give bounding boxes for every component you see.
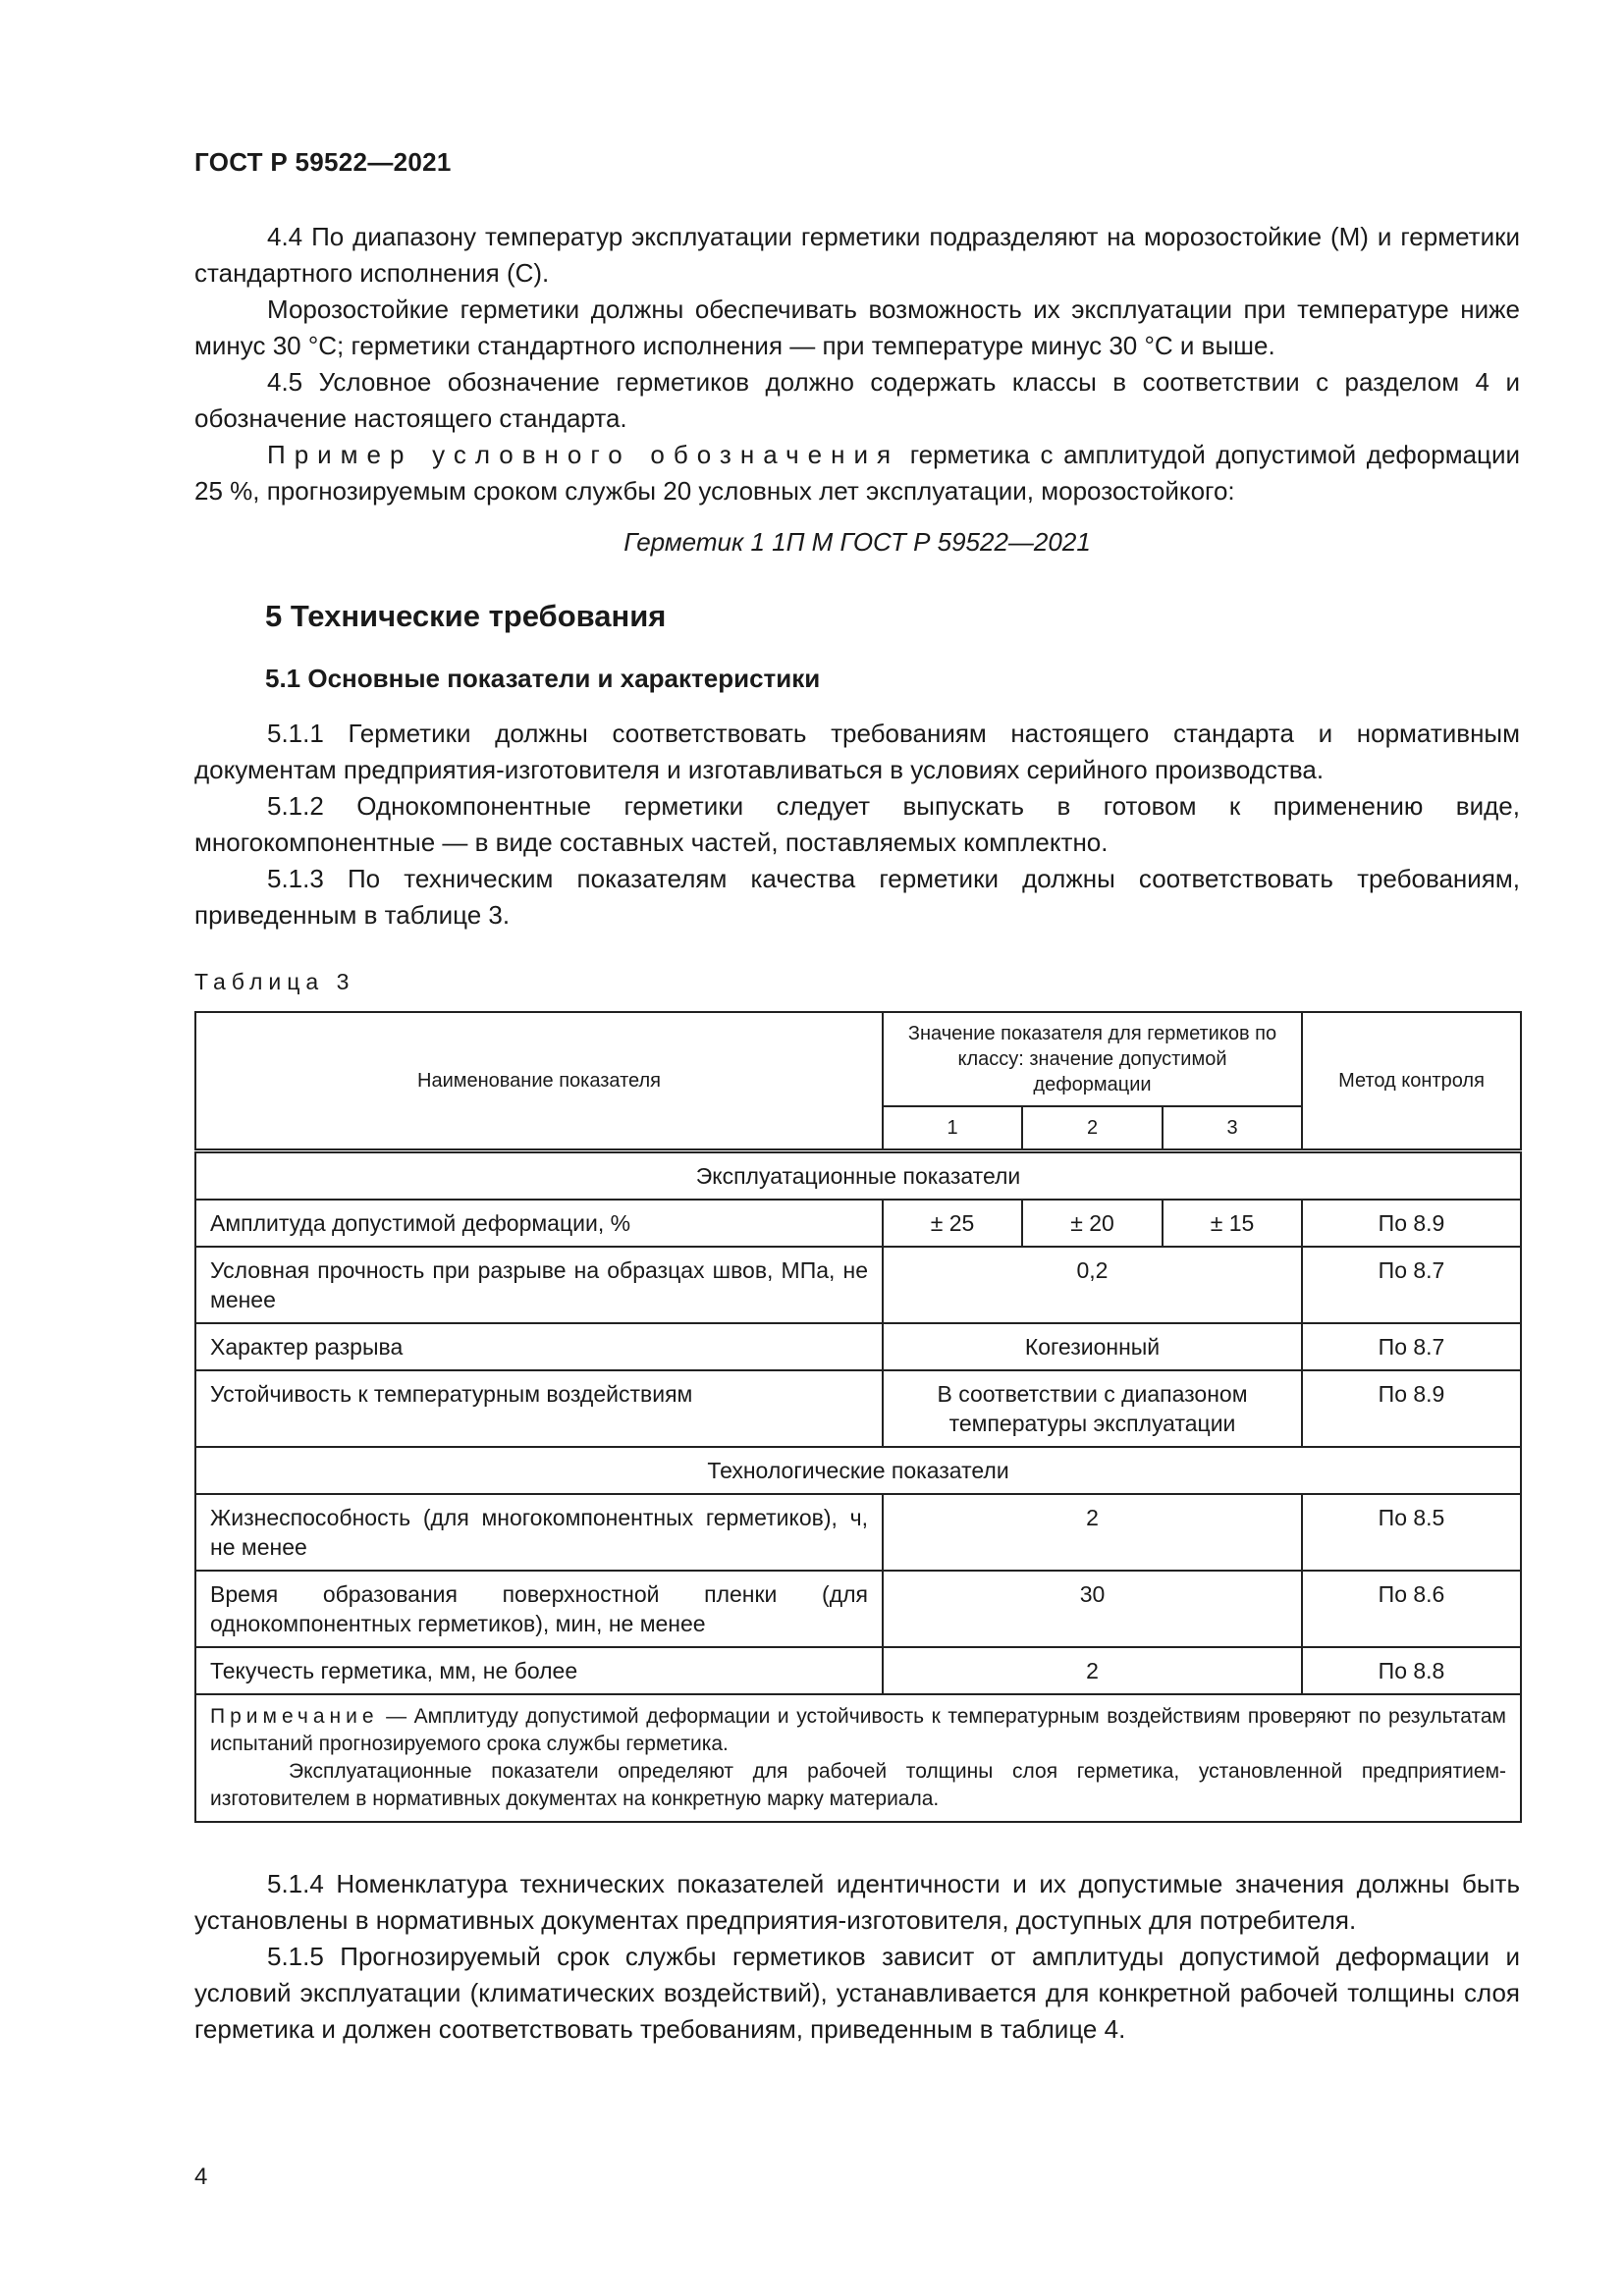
row-value: 30 [883, 1571, 1302, 1647]
document-header: ГОСТ Р 59522—2021 [194, 147, 452, 177]
header-class-3: 3 [1163, 1106, 1302, 1151]
row-method: По 8.8 [1302, 1647, 1521, 1694]
subsection-title: 5.1 Основные показатели и характеристики [265, 664, 821, 693]
paragraph-4-5: 4.5 Условное обозначение герметиков должно содержать классы в соответствии с разделом 4 и обозначение настоящего стандарта. [194, 367, 1520, 433]
row-value: 0,2 [883, 1247, 1302, 1323]
note-text-1: — Амплитуду допустимой деформации и устойчивость к температурным воздействиям проверяют по результатам испытаний прогнозируемого срока службы герметика. [210, 1705, 1506, 1755]
paragraph-4-4: 4.4 По диапазону температур эксплуатации герметики подразделяют на морозостойкие (М) и герметики стандартного исполнения (С). [194, 222, 1520, 288]
page-number: 4 [194, 2163, 208, 2190]
table-row [195, 1370, 1521, 1447]
table-note [195, 1694, 1521, 1822]
row-value-class-1: ± 25 [883, 1200, 1022, 1247]
group-operational: Эксплуатационные показатели [195, 1151, 1521, 1201]
row-method: По 8.7 [1302, 1323, 1521, 1370]
paragraph-5-1-4: 5.1.4 Номенклатура технических показателей идентичности и их допустимые значения должны быть установлены в нормативных документах предприятия-изготовителя, доступных для потребителя. [194, 1869, 1520, 1935]
table-row [195, 1323, 1521, 1370]
row-name: Время образования поверхностной пленки (для однокомпонентных герметиков), мин, не менее [195, 1571, 883, 1647]
document-page [194, 147, 1520, 2048]
requirements-table [194, 1011, 1522, 1823]
header-class-1: 1 [883, 1106, 1022, 1151]
row-value-class-3: ± 15 [1163, 1200, 1302, 1247]
table-row [195, 1647, 1521, 1694]
row-name: Текучесть герметика, мм, не более [195, 1647, 883, 1694]
row-method: По 8.5 [1302, 1494, 1521, 1571]
designation-example: Герметик 1 1П М ГОСТ Р 59522—2021 [623, 527, 1091, 557]
row-name: Условная прочность при разрыве на образцах швов, МПа, не менее [195, 1247, 883, 1323]
paragraph-5-1-5: 5.1.5 Прогнозируемый срок службы герметиков зависит от амплитуды допустимой деформации и условий эксплуатации (климатических воздействий), устанавливается для конкретной рабочей толщины слоя герметика и должен соответствовать требованиям, приведенным в таблице 4. [194, 1942, 1520, 2044]
row-name: Характер разрыва [195, 1323, 883, 1370]
table-row [195, 1571, 1521, 1647]
row-value: 2 [883, 1494, 1302, 1571]
example-text: герметика с амплитудой допустимой деформации 25 %, прогнозируемым сроком службы 20 условных лет эксплуатации, морозостойкого: [194, 440, 1520, 506]
note-label: Примечание [210, 1705, 379, 1728]
row-value-class-2: ± 20 [1022, 1200, 1163, 1247]
row-method: По 8.7 [1302, 1247, 1521, 1323]
row-name: Амплитуда допустимой деформации, % [195, 1200, 883, 1247]
header-class-2: 2 [1022, 1106, 1163, 1151]
example-label: Пример условного обозначения [267, 440, 900, 469]
row-method: По 8.9 [1302, 1370, 1521, 1447]
section-title: 5 Технические требования [265, 599, 667, 633]
paragraph-frost-resistant: Морозостойкие герметики должны обеспечивать возможность их эксплуатации при температуре ниже минус 30 °С; герметики стандартного исполнения — при температуре минус 30 °С и выше. [194, 294, 1520, 360]
header-value: Значение показателя для герметиков по классу: значение допустимой деформации [883, 1012, 1302, 1106]
table-row [195, 1247, 1521, 1323]
table-caption: Таблица 3 [194, 969, 355, 994]
row-value: Когезионный [883, 1323, 1302, 1370]
header-name: Наименование показателя [195, 1012, 883, 1151]
row-method: По 8.6 [1302, 1571, 1521, 1647]
header-method: Метод контроля [1302, 1012, 1521, 1151]
note-text-2: Эксплуатационные показатели определяют для рабочей толщины слоя герметика, установленной предприятием-изготовителем в нормативных документах на конкретную марку материала. [210, 1760, 1506, 1810]
after-table [194, 1866, 1520, 2048]
row-name: Устойчивость к температурным воздействиям [195, 1370, 883, 1447]
paragraph-example [194, 437, 1520, 509]
row-value: В соответствии с диапазоном температуры эксплуатации [883, 1370, 1302, 1447]
row-method: По 8.9 [1302, 1200, 1521, 1247]
row-value: 2 [883, 1647, 1302, 1694]
row-name: Жизнеспособность (для многокомпонентных герметиков), ч, не менее [195, 1494, 883, 1571]
paragraph-5-1-3: 5.1.3 По техническим показателям качества герметики должны соответствовать требованиям, приведенным в таблице 3. [194, 864, 1520, 930]
paragraph-5-1-2: 5.1.2 Однокомпонентные герметики следует выпускать в готовом к применению виде, многокомпонентные — в виде составных частей, поставляемых комплектно. [194, 791, 1520, 857]
paragraph-5-1-1: 5.1.1 Герметики должны соответствовать требованиям настоящего стандарта и нормативным документам предприятия-изготовителя и изготавливаться в условиях серийного производства. [194, 719, 1520, 784]
table-row [195, 1200, 1521, 1247]
group-technological: Технологические показатели [195, 1447, 1521, 1494]
table-row [195, 1494, 1521, 1571]
